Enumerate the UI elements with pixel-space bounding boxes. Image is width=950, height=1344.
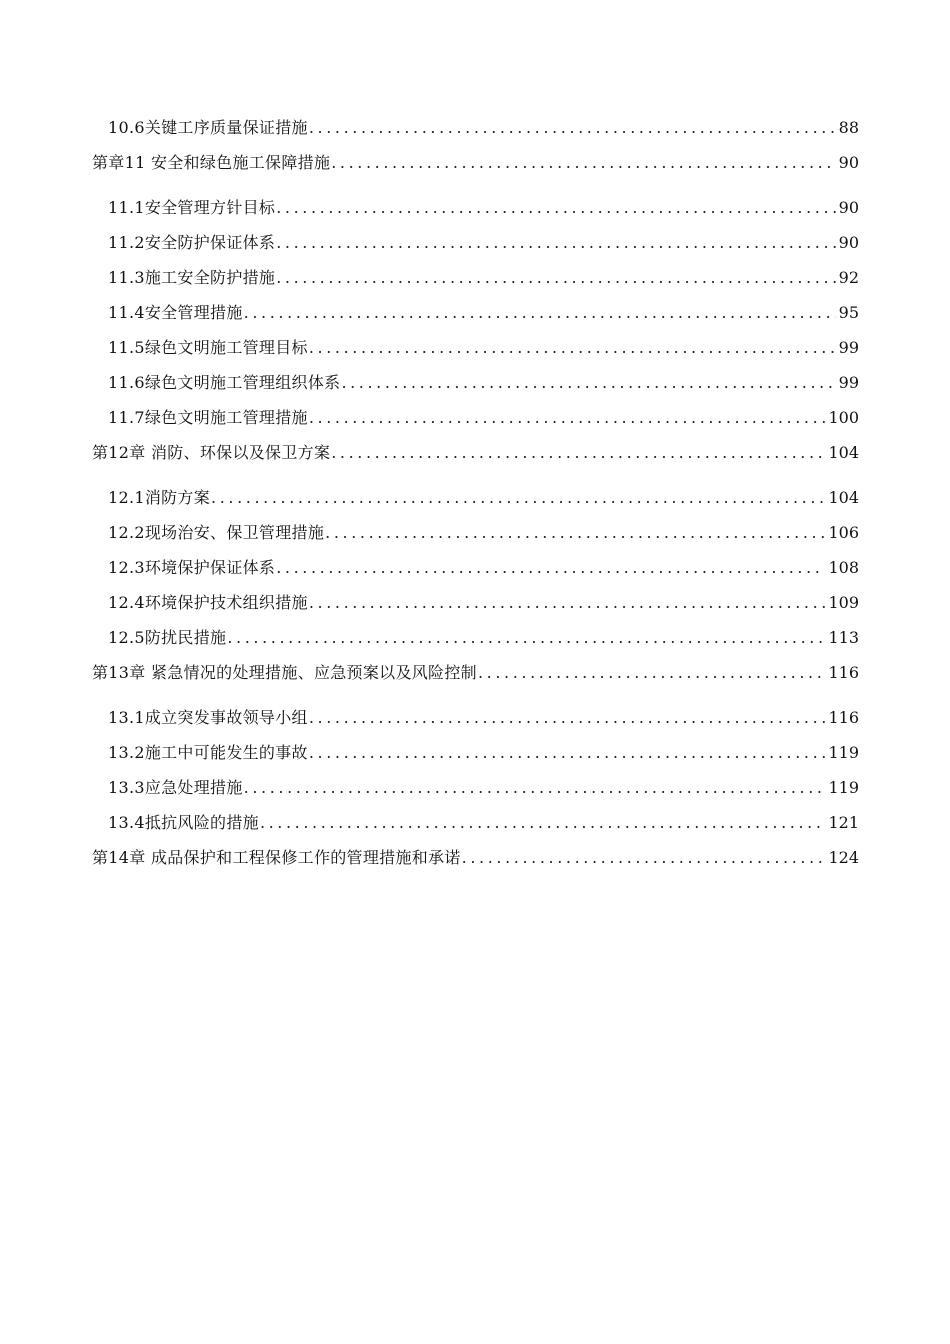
toc-leader-dots xyxy=(478,663,826,683)
toc-entry-page: 124 xyxy=(828,848,859,867)
toc-entry[interactable] xyxy=(92,373,859,408)
toc-entry-title: 12.5防扰民措施 xyxy=(108,628,227,647)
toc-entry-title: 11.5绿色文明施工管理目标 xyxy=(108,338,308,357)
toc-leader-dots xyxy=(276,558,825,578)
toc-entry-page: 90 xyxy=(838,198,859,217)
toc-leader-dots xyxy=(309,118,836,138)
toc-entry[interactable] xyxy=(92,233,859,268)
toc-entry-title: 第13章 紧急情况的处理措施、应急预案以及风险控制 xyxy=(92,663,477,682)
toc-entry-page: 104 xyxy=(828,443,859,462)
toc-leader-dots xyxy=(462,848,826,868)
toc-entry[interactable] xyxy=(92,338,859,373)
toc-entry[interactable] xyxy=(92,813,859,848)
toc-leader-dots xyxy=(227,628,825,648)
toc-entry[interactable] xyxy=(92,523,859,558)
toc-leader-dots xyxy=(325,523,825,543)
toc-entry[interactable] xyxy=(92,743,859,778)
toc-entry[interactable] xyxy=(92,628,859,663)
toc-entry-page: 119 xyxy=(828,743,859,762)
toc-leader-dots xyxy=(276,233,835,253)
toc-entry[interactable] xyxy=(92,708,859,743)
toc-entry-title: 第14章 成品保护和工程保修工作的管理措施和承诺 xyxy=(92,848,461,867)
toc-entry-title: 11.4安全管理措施 xyxy=(108,303,243,322)
toc-leader-dots xyxy=(276,198,835,218)
toc-entry-title: 12.1消防方案 xyxy=(108,488,211,507)
toc-entry-title: 13.2施工中可能发生的事故 xyxy=(108,743,308,762)
toc-entry-title: 10.6关键工序质量保证措施 xyxy=(108,118,308,137)
toc-leader-dots xyxy=(244,778,826,798)
toc-entry-page: 109 xyxy=(828,593,859,612)
toc-leader-dots xyxy=(309,338,836,358)
toc-entry-title: 13.4抵抗风险的措施 xyxy=(108,813,259,832)
toc-entry-page: 100 xyxy=(828,408,859,427)
toc-entry-title: 12.3环境保护保证体系 xyxy=(108,558,276,577)
table-of-contents xyxy=(92,118,859,893)
toc-entry-page: 99 xyxy=(838,338,859,357)
toc-entry-page: 108 xyxy=(828,558,859,577)
toc-entry-title: 11.3施工安全防护措施 xyxy=(108,268,276,287)
toc-entry[interactable] xyxy=(92,268,859,303)
toc-chapter-entry[interactable] xyxy=(92,663,859,708)
toc-chapter-entry[interactable] xyxy=(92,443,859,488)
toc-entry-title: 第12章 消防、环保以及保卫方案 xyxy=(92,443,331,462)
toc-leader-dots xyxy=(211,488,825,508)
toc-entry-title: 13.1成立突发事故领导小组 xyxy=(108,708,308,727)
toc-leader-dots xyxy=(341,373,835,393)
toc-entry-title: 第章11 安全和绿色施工保障措施 xyxy=(92,153,331,172)
toc-entry[interactable] xyxy=(92,593,859,628)
toc-entry-page: 116 xyxy=(828,663,859,682)
toc-entry-title: 11.1安全管理方针目标 xyxy=(108,198,276,217)
toc-leader-dots xyxy=(331,153,835,173)
toc-leader-dots xyxy=(260,813,826,833)
toc-leader-dots xyxy=(309,708,826,728)
toc-chapter-entry[interactable] xyxy=(92,848,859,893)
toc-entry-page: 116 xyxy=(828,708,859,727)
toc-entry[interactable] xyxy=(92,558,859,593)
toc-entry-page: 95 xyxy=(838,303,859,322)
toc-leader-dots xyxy=(309,743,826,763)
toc-entry-title: 11.6绿色文明施工管理组织体系 xyxy=(108,373,341,392)
toc-leader-dots xyxy=(331,443,825,463)
toc-leader-dots xyxy=(309,408,826,428)
toc-entry-title: 12.2现场治安、保卫管理措施 xyxy=(108,523,325,542)
toc-entry[interactable] xyxy=(92,118,859,153)
toc-entry[interactable] xyxy=(92,198,859,233)
toc-entry-title: 11.7绿色文明施工管理措施 xyxy=(108,408,308,427)
toc-entry-page: 92 xyxy=(838,268,859,287)
toc-entry[interactable] xyxy=(92,408,859,443)
toc-entry[interactable] xyxy=(92,488,859,523)
toc-entry-title: 13.3应急处理措施 xyxy=(108,778,243,797)
toc-entry-page: 106 xyxy=(828,523,859,542)
toc-entry-page: 90 xyxy=(838,153,859,172)
toc-entry[interactable] xyxy=(92,778,859,813)
toc-entry-page: 104 xyxy=(828,488,859,507)
toc-chapter-entry[interactable] xyxy=(92,153,859,198)
toc-entry[interactable] xyxy=(92,303,859,338)
toc-entry-page: 121 xyxy=(828,813,859,832)
toc-entry-page: 88 xyxy=(838,118,859,137)
toc-entry-page: 99 xyxy=(838,373,859,392)
toc-leader-dots xyxy=(309,593,826,613)
toc-entry-page: 113 xyxy=(828,628,859,647)
toc-entry-title: 12.4环境保护技术组织措施 xyxy=(108,593,308,612)
toc-entry-title: 11.2安全防护保证体系 xyxy=(108,233,276,252)
toc-leader-dots xyxy=(276,268,835,288)
toc-entry-page: 90 xyxy=(838,233,859,252)
toc-entry-page: 119 xyxy=(828,778,859,797)
toc-leader-dots xyxy=(244,303,836,323)
